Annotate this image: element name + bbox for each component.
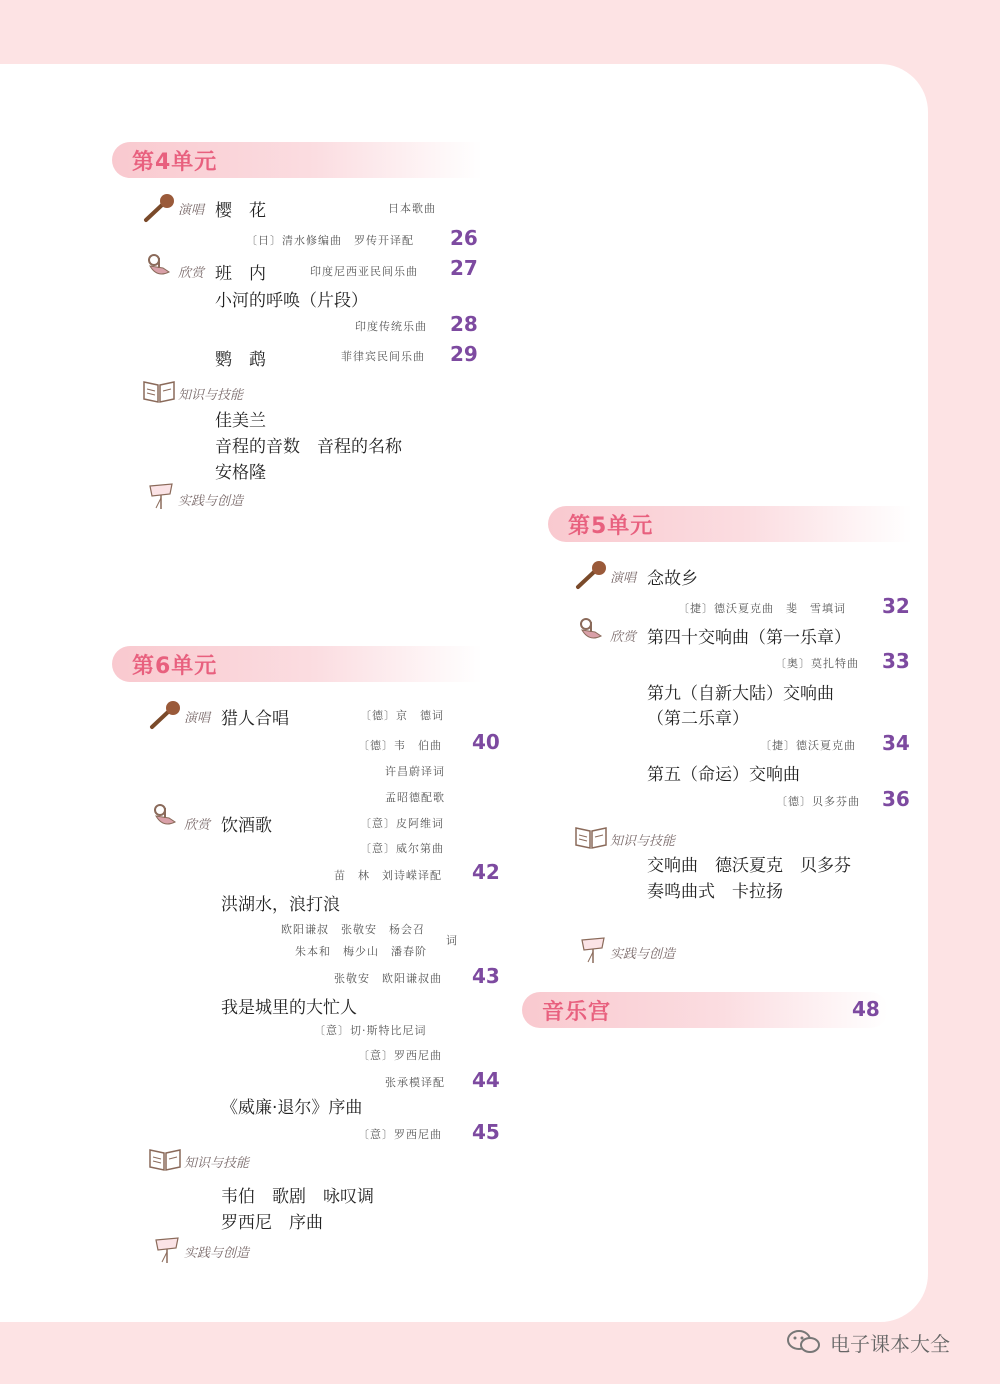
sakura-origin: 日本歌曲 <box>388 202 436 215</box>
book-icon <box>574 822 608 850</box>
unit5-sing-label: 演唱 <box>610 571 637 586</box>
honghu-credit-line1: 欧阳谦叔 张敬安 杨会召 <box>281 923 425 936</box>
parrot-credit: 菲律宾民间乐曲 <box>341 350 425 363</box>
symphony-40-credit: 〔奥〕莫扎特曲 <box>775 657 859 670</box>
homesick-credit: 〔捷〕德沃夏克曲 斐 雪填词 <box>678 602 846 615</box>
symphony-5-page[interactable]: 36 <box>882 787 910 811</box>
unit4-knowledge-label: 知识与技能 <box>178 388 244 403</box>
honghu-page[interactable]: 43 <box>472 964 500 988</box>
unit4-sing-label: 演唱 <box>178 203 205 218</box>
sakura-page[interactable]: 26 <box>450 226 478 250</box>
banei-page[interactable]: 27 <box>450 256 478 280</box>
song-hunters[interactable]: 猎人合唱 <box>221 709 289 729</box>
unit4-knowledge-1: 佳美兰 <box>215 411 266 431</box>
homesick-page[interactable]: 32 <box>882 594 910 618</box>
drinking-page[interactable]: 42 <box>472 860 500 884</box>
unit5-title: 第5单元 <box>568 514 654 539</box>
busy-credit-translation: 张承模译配 <box>385 1076 445 1089</box>
song-busy[interactable]: 我是城里的大忙人 <box>221 998 357 1018</box>
music-symphony-5[interactable]: 第五（命运）交响曲 <box>647 765 800 785</box>
microphone-icon <box>574 560 608 590</box>
unit6-listen-label: 欣赏 <box>184 818 211 833</box>
unit5-header <box>548 506 912 542</box>
unit6-sing-label: 演唱 <box>184 711 211 726</box>
song-sakura[interactable]: 樱 花 <box>215 201 266 221</box>
easel-icon <box>146 480 176 510</box>
unit6-header <box>112 646 482 682</box>
microphone-icon <box>148 700 182 730</box>
music-palace-title: 音乐宫 <box>542 1000 612 1025</box>
unit6-knowledge-2: 罗西尼 序曲 <box>221 1213 323 1233</box>
busy-credit-lyrics: 〔意〕切·斯特比尼词 <box>314 1024 427 1037</box>
busy-page[interactable]: 44 <box>472 1068 500 1092</box>
drinking-credit-lyrics: 〔意〕皮阿维词 <box>360 817 444 830</box>
music-symphony-40[interactable]: 第四十交响曲（第一乐章） <box>647 628 851 648</box>
symphony-9-movement: （第二乐章） <box>647 709 749 729</box>
easel-icon <box>578 934 608 964</box>
sakura-credit: 〔日〕清水修编曲 罗传开译配 <box>246 234 414 247</box>
banei-credit: 印度尼西亚民间乐曲 <box>310 265 418 278</box>
symphony-5-credit: 〔德〕贝多芬曲 <box>776 795 860 808</box>
unit6-practice-label: 实践与创造 <box>184 1246 250 1261</box>
footer-watermark: 电子课本大全 <box>830 1332 950 1356</box>
unit4-title: 第4单元 <box>132 150 218 175</box>
hunters-credit-lyrics: 〔德〕京 德词 <box>360 709 444 722</box>
busy-credit-composer: 〔意〕罗西尼曲 <box>358 1049 442 1062</box>
william-tell-credit: 〔意〕罗西尼曲 <box>358 1128 442 1141</box>
unit5-practice-label: 实践与创造 <box>610 947 676 962</box>
unit5-knowledge-1: 交响曲 德沃夏克 贝多芬 <box>647 856 851 876</box>
song-honghu[interactable]: 洪湖水，浪打浪 <box>221 895 340 915</box>
hunters-credit-arrangement: 孟昭德配歌 <box>385 791 445 804</box>
music-symphony-9[interactable]: 第九（自新大陆）交响曲 <box>647 684 834 704</box>
listening-icon <box>145 252 173 280</box>
book-icon <box>148 1144 182 1172</box>
parrot-page[interactable]: 29 <box>450 342 478 366</box>
music-banei[interactable]: 班 内 <box>215 264 266 284</box>
listening-icon <box>577 616 605 644</box>
song-drinking[interactable]: 饮酒歌 <box>221 816 272 836</box>
hunters-page[interactable]: 40 <box>472 730 500 754</box>
hunters-credit-translation: 许昌蔚译词 <box>385 765 445 778</box>
music-river[interactable]: 小河的呼唤（片段） <box>215 291 368 311</box>
unit4-listen-label: 欣赏 <box>178 266 205 281</box>
easel-icon <box>152 1234 182 1264</box>
honghu-credit-composer: 张敬安 欧阳谦叔曲 <box>334 972 442 985</box>
symphony-9-credit: 〔捷〕德沃夏克曲 <box>760 739 856 752</box>
unit4-practice-label: 实践与创造 <box>178 494 244 509</box>
music-william-tell[interactable]: 《威廉·退尔》序曲 <box>221 1098 363 1118</box>
unit5-knowledge-label: 知识与技能 <box>610 834 676 849</box>
music-palace-page[interactable]: 48 <box>852 997 880 1021</box>
river-credit: 印度传统乐曲 <box>355 320 427 333</box>
wechat-icon <box>786 1328 822 1356</box>
hunters-credit-composer: 〔德〕韦 伯曲 <box>358 739 442 752</box>
symphony-40-page[interactable]: 33 <box>882 649 910 673</box>
unit6-title: 第6单元 <box>132 654 218 679</box>
honghu-credit-line2: 朱本和 梅少山 潘春阶 <box>295 945 427 958</box>
song-homesick[interactable]: 念故乡 <box>647 569 698 589</box>
honghu-credit-ci: 词 <box>446 934 458 947</box>
unit5-knowledge-2: 奏鸣曲式 卡拉扬 <box>647 882 783 902</box>
music-palace-bar[interactable] <box>522 992 888 1028</box>
unit6-knowledge-1: 韦伯 歌剧 咏叹调 <box>221 1187 374 1207</box>
book-icon <box>142 376 176 404</box>
music-parrot[interactable]: 鹦 鹉 <box>215 350 266 370</box>
unit5-listen-label: 欣赏 <box>610 630 637 645</box>
william-tell-page[interactable]: 45 <box>472 1120 500 1144</box>
listening-icon <box>151 802 179 830</box>
unit6-knowledge-label: 知识与技能 <box>184 1156 250 1171</box>
unit4-knowledge-3: 安格隆 <box>215 463 266 483</box>
river-page[interactable]: 28 <box>450 312 478 336</box>
microphone-icon <box>142 193 176 223</box>
unit4-header <box>112 142 482 178</box>
drinking-credit-composer: 〔意〕威尔第曲 <box>360 842 444 855</box>
unit4-knowledge-2: 音程的音数 音程的名称 <box>215 437 402 457</box>
symphony-9-page[interactable]: 34 <box>882 731 910 755</box>
drinking-credit-translation: 苗 林 刘诗嵘译配 <box>334 869 442 882</box>
